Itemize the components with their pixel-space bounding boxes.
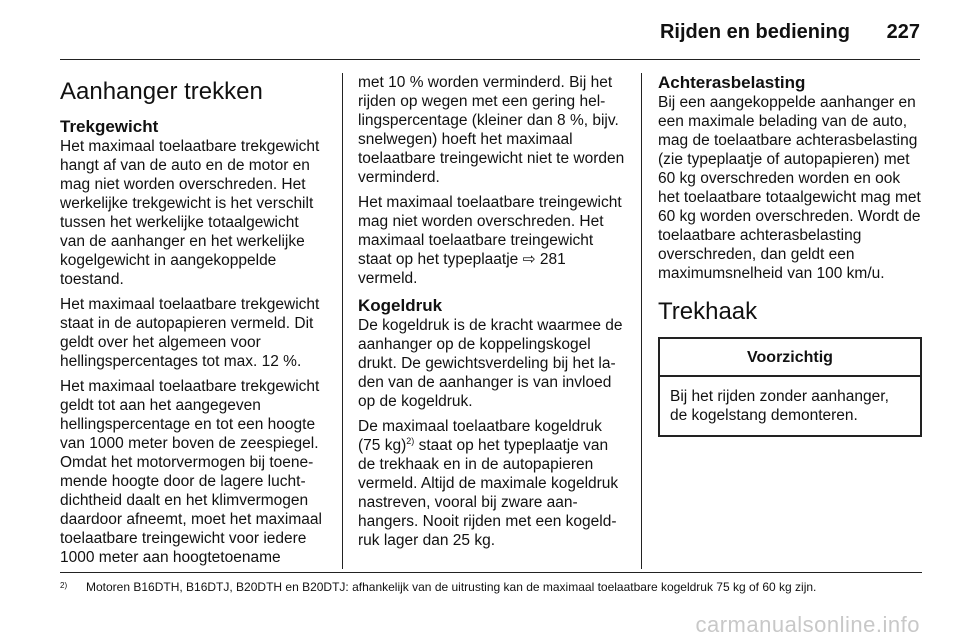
- subheading-trekgewicht: Trekgewicht: [60, 117, 159, 136]
- paragraph-treingewicht: [358, 193, 626, 288]
- caution-title: Voorzichtig: [660, 339, 920, 377]
- page-reference-icon: ⇨: [522, 251, 536, 268]
- section-heading-trekhaak: Trekhaak: [658, 298, 758, 325]
- footnote-rule: [60, 572, 922, 573]
- footnote: [60, 580, 922, 595]
- header-rule: [60, 59, 920, 60]
- footnote-text: Motoren B16DTH, B16DTJ, B20DTH en B20DTJ: afhankelijk van de uitrusting kan de maximaal toelaatbare kogeldruk 75 kg of 60 kg zijn.: [86, 580, 817, 594]
- kogeldruk-text: De maximaal toelaatbare kogeldruk (75 kg): [358, 418, 602, 454]
- column-2: [358, 73, 626, 556]
- paragraph-continued: met 10 % worden verminderd. Bij het rijden op wegen met een gering hellingspercentage (kleiner dan 8 %, bijv. snelwegen) hoeft het maximaal toelaatbare treingewicht niet te worden verminderd.: [358, 74, 625, 186]
- kogeldruk-text-end: staat op het typeplaatje van de trekhaak en in de autopapieren vermeld. Altijd de maximale kogeldruk nastreven, vooral bij zware aanhangers. Nooit rijden met een kogeldruk lager dan 25 kg.: [358, 437, 619, 549]
- paragraph-trekgewicht-1: Het maximaal toelaatbare trekgewicht hangt af van de auto en de motor en mag niet worden overschreden. Het werkelijke trekgewicht is het verschilt tussen het werkelijke totaalgewicht van de aanhanger en het werkelijke kogelgewicht in aangekoppelde toestand.: [60, 138, 320, 288]
- column-1: [60, 73, 325, 573]
- page-header: [60, 14, 920, 46]
- section-heading-aanhanger: Aanhanger trekken: [60, 78, 263, 105]
- paragraph-kogeldruk-2: [358, 417, 626, 550]
- watermark: carmanualsonline.info: [695, 612, 920, 637]
- paragraph-trekgewicht-2: Het maximaal toelaatbare trekgewicht staat in de autopapieren vermeld. Dit geldt over het algemeen voor hellingspercentages tot max. 12 %.: [60, 296, 320, 370]
- subheading-kogeldruk: Kogeldruk: [358, 296, 443, 315]
- caution-text: Bij het rijden zonder aanhanger, de kogelstang demonteren.: [670, 388, 889, 424]
- paragraph-kogeldruk-1: De kogeldruk is de kracht waarmee de aanhanger op de koppelingskogel drukt. De gewichtsverdeling bij het laden van de aanhanger is van invloed op de kogeldruk.: [358, 317, 623, 410]
- caution-box: [658, 337, 922, 437]
- treingewicht-text-end: vermeld.: [358, 270, 418, 287]
- column-divider-1: [342, 73, 343, 569]
- paragraph-trekgewicht-3: Het maximaal toelaatbare trekgewicht geldt tot aan het aangegeven hellingspercentage en tot een hoogte van 1000 meter boven de zeespiegel. Omdat het motorvermogen bij toenemende hoogte door de lagere luchtdichtheid daalt en het klimvermogen daardoor afneemt, moet het maximaal toelaatbare treingewicht voor iedere 1000 meter aan hoogtetoename: [60, 378, 322, 566]
- footnote-reference[interactable]: 2): [406, 435, 415, 446]
- page-reference-link[interactable]: 281: [535, 251, 566, 268]
- column-divider-2: [641, 73, 642, 569]
- footnote-mark: 2): [60, 581, 68, 590]
- subheading-achterasbelasting: Achterasbelasting: [658, 73, 806, 92]
- page-number: 227: [886, 21, 920, 43]
- running-title: Rijden en bediening: [659, 21, 850, 43]
- paragraph-achterasbelasting: Bij een aangekoppelde aanhanger en een maximale belading van de auto, mag de toelaatbare achterasbelasting (zie typeplaatje of autopapieren) met 60 kg overschreden worden en ook het toelaatbare totaalgewicht mag met 60 kg worden overschreden. Wordt de toelaatbare achterasbelasting overschreden, dan geldt een maximumsnelheid van 100 km/u.: [658, 94, 921, 282]
- treingewicht-text: Het maximaal toelaatbare treingewicht mag niet worden overschreden. Het maximaal toelaatbare treingewicht staat op het typeplaatje: [358, 194, 622, 268]
- column-3: [658, 73, 922, 437]
